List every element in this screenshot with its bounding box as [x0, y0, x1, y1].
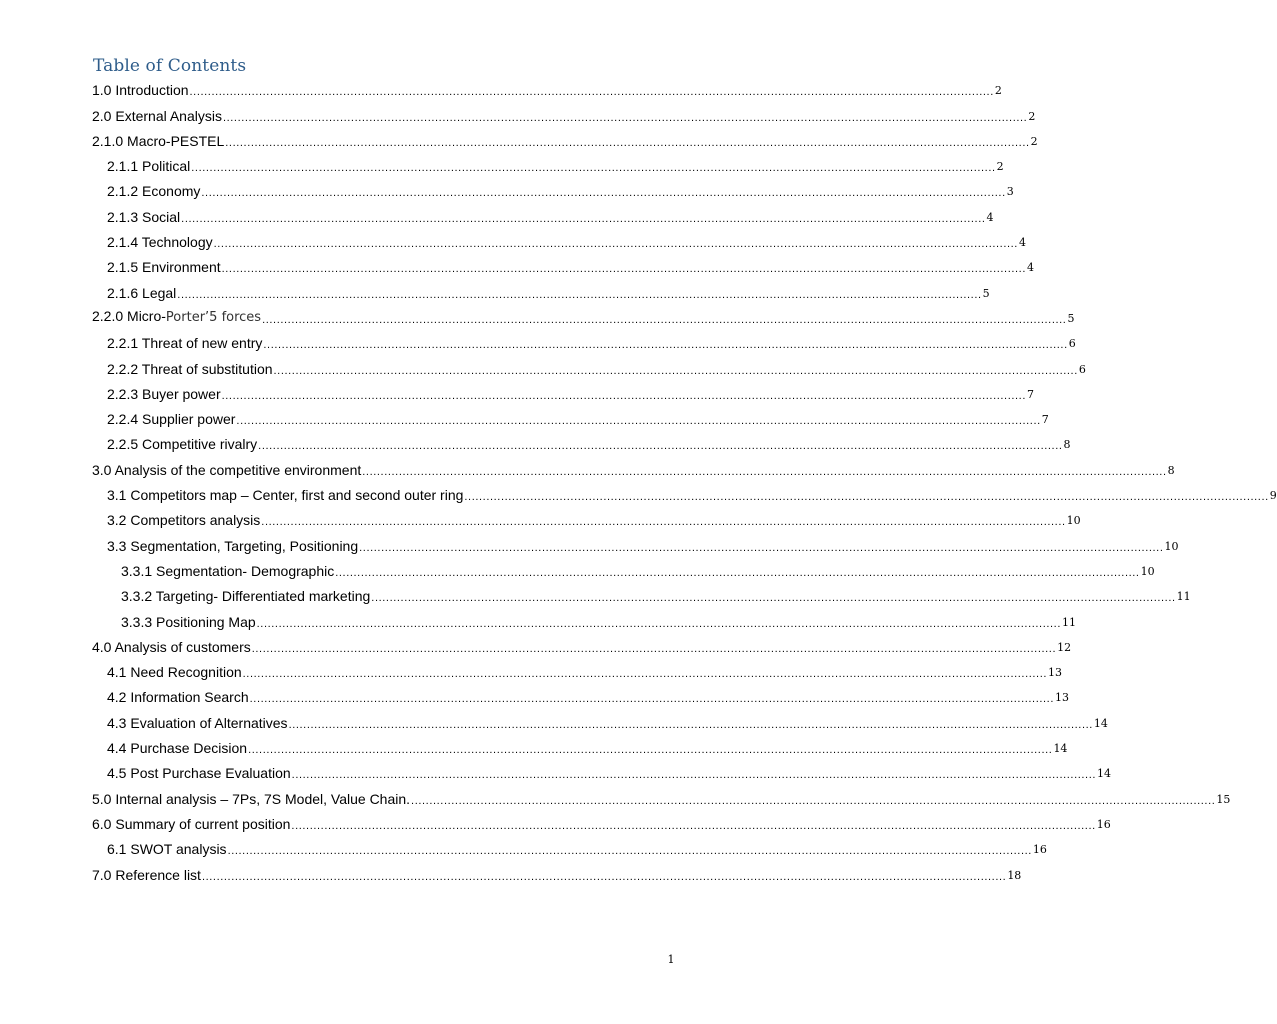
toc-entry-label-text: 5.0 Internal analysis – 7Ps, 7S Model, Value Chain. — [92, 790, 411, 807]
toc-entry-page: 11 — [1062, 615, 1076, 629]
toc-entry-label-text: 4.3 Evaluation of Alternatives — [107, 714, 288, 731]
toc-entry-page: 7 — [1026, 387, 1034, 401]
toc-entry-page: 4 — [1018, 236, 1026, 250]
dot-leader: ............................................................................................................................................................................................................................ — [261, 516, 1066, 529]
toc-entry-label-text: 2.2.4 Supplier power — [107, 411, 236, 428]
toc-entry-label-text: 3.0 Analysis of the competitive environment — [92, 461, 362, 478]
toc-entry-label — [107, 259, 221, 275]
dot-leader: ............................................................................................................................................................................................................................ — [371, 592, 1176, 605]
page-number: 1 — [667, 953, 675, 966]
toc-entry-label — [107, 841, 227, 857]
toc-entry[interactable] — [0, 407, 1049, 432]
toc-entry[interactable] — [0, 685, 1069, 710]
toc-entry-label — [107, 664, 242, 680]
toc-entry[interactable] — [0, 306, 1075, 331]
dot-leader: ............................................................................................................................................................................................................................ — [335, 566, 1140, 579]
toc-entry-label-text: 2.2.1 Threat of new entry — [107, 335, 263, 352]
dot-leader: ............................................................................................................................................................................................................................ — [201, 187, 1006, 200]
toc-entry-page: 5 — [1067, 311, 1075, 325]
toc-entry-page: 14 — [1053, 742, 1068, 756]
dot-leader: ............................................................................................................................................................................................................................ — [201, 870, 1007, 883]
toc-entry-page: 2 — [1028, 109, 1036, 123]
toc-entry[interactable] — [0, 508, 1081, 533]
toc-entry-label-text: 6.1 SWOT analysis — [107, 841, 227, 858]
toc-entry-page: 18 — [1007, 868, 1022, 882]
toc-entry-label-text: 2.1.5 Environment — [107, 259, 221, 276]
toc-entry[interactable] — [0, 837, 1047, 862]
toc-entry-label — [92, 639, 251, 655]
toc-entry-label — [121, 563, 334, 579]
toc-entry-page: 15 — [1216, 792, 1231, 806]
toc-entry-page: 7 — [1041, 413, 1049, 427]
toc-entry-page: 10 — [1066, 514, 1081, 528]
toc-entry-label-text: 2.1.4 Technology — [107, 234, 213, 251]
toc-entry[interactable] — [0, 533, 1179, 558]
dot-leader: ............................................................................................................................................................................................................................ — [256, 617, 1061, 630]
toc-entry[interactable] — [0, 356, 1086, 381]
toc-entry-label — [92, 462, 361, 478]
toc-entry-label-text: 2.1.3 Social — [107, 208, 181, 225]
dot-leader: ............................................................................................................................................................................................................................ — [258, 440, 1063, 453]
toc-entry-label — [121, 614, 256, 630]
dot-leader: ............................................................................................................................................................................................................................ — [263, 339, 1068, 352]
toc-entry-label-text: 3.2 Competitors analysis — [107, 512, 261, 529]
toc-entry-label — [92, 308, 261, 326]
toc-entry-label-text: 4.5 Post Purchase Evaluation — [107, 765, 291, 782]
dot-leader: ............................................................................................................................................................................................................................ — [222, 111, 1028, 124]
toc-entry[interactable] — [0, 255, 1034, 280]
dot-leader: ............................................................................................................................................................................................................................ — [236, 415, 1041, 428]
dot-leader: ............................................................................................................................................................................................................................ — [291, 769, 1097, 782]
toc-entry-label — [107, 209, 180, 225]
toc-entry-label-text: 2.1.0 Macro-PESTEL — [92, 132, 225, 149]
toc-entry-page: 13 — [1048, 666, 1063, 680]
toc-entry-label — [107, 411, 235, 427]
toc-entry[interactable] — [0, 710, 1108, 735]
dot-leader: ............................................................................................................................................................................................................................ — [291, 819, 1096, 832]
toc-entry[interactable] — [0, 129, 1038, 154]
toc-entry-page: 11 — [1176, 590, 1191, 604]
toc-entry-label — [107, 285, 176, 301]
toc-entry-label-text: 2.0 External Analysis — [92, 107, 222, 124]
toc-entry[interactable] — [0, 382, 1034, 407]
toc-entry[interactable] — [0, 660, 1063, 685]
toc-entry[interactable] — [0, 154, 1004, 179]
toc-entry-label — [92, 816, 290, 832]
dot-leader: ............................................................................................................................................................................................................................ — [221, 263, 1026, 276]
dot-leader: ............................................................................................................................................................................................................................ — [191, 162, 996, 175]
toc-entry-label-text: 2.2.3 Buyer power — [107, 385, 221, 402]
dot-leader: ............................................................................................................................................................................................................................ — [213, 238, 1018, 251]
toc-entry-page: 10 — [1140, 564, 1155, 578]
toc-entry-label — [107, 487, 463, 503]
toc-entry-label-suffix: Porter’5 forces — [165, 309, 262, 325]
dot-leader: ............................................................................................................................................................................................................................ — [362, 465, 1167, 478]
toc-title: Table of Contents — [93, 56, 247, 76]
dot-leader: ............................................................................................................................................................................................................................ — [189, 86, 994, 99]
toc-entry-label-text: 3.3.1 Segmentation- Demographic — [121, 562, 335, 579]
toc-entry-page: 5 — [982, 286, 990, 300]
toc-entry-page: 6 — [1068, 337, 1076, 351]
toc-entry-label-text: 2.2.2 Threat of substitution — [107, 360, 273, 377]
dot-leader: ............................................................................................................................................................................................................................ — [181, 212, 986, 225]
toc-entry-label — [92, 867, 201, 883]
toc-entry[interactable] — [0, 204, 994, 229]
toc-entry-page: 12 — [1057, 640, 1072, 654]
dot-leader: ............................................................................................................................................................................................................................ — [227, 845, 1032, 858]
toc-entry-label — [107, 183, 200, 199]
toc-entry-page: 2 — [994, 84, 1002, 98]
toc-entry[interactable] — [0, 786, 1231, 811]
toc-entry-label — [107, 689, 249, 705]
toc-entry[interactable] — [0, 280, 990, 305]
toc-entry-label — [107, 538, 358, 554]
toc-entry[interactable] — [0, 103, 1036, 128]
toc-list — [0, 78, 1277, 888]
toc-entry[interactable] — [0, 862, 1022, 887]
toc-entry-label — [92, 108, 222, 124]
dot-leader: ............................................................................................................................................................................................................................ — [221, 389, 1026, 402]
toc-entry-label-text: 4.1 Need Recognition — [107, 664, 242, 681]
toc-entry-page: 4 — [1026, 261, 1034, 275]
toc-entry[interactable] — [0, 483, 1277, 508]
toc-entry[interactable] — [0, 230, 1026, 255]
toc-entry-label-text: 2.1.6 Legal — [107, 284, 177, 301]
toc-entry[interactable] — [0, 457, 1175, 482]
toc-entry-page: 13 — [1055, 691, 1069, 705]
toc-entry-label-text: 2.2.5 Competitive rivalry — [107, 436, 258, 453]
toc-entry-page: 14 — [1093, 716, 1108, 730]
dot-leader: ............................................................................................................................................................................................................................ — [248, 744, 1053, 757]
toc-entry-page: 8 — [1167, 463, 1175, 477]
toc-entry-label-text: 3.3.3 Positioning Map — [121, 613, 256, 630]
toc-entry-label-text: 3.1 Competitors map – Center, first and second outer ring — [107, 487, 464, 504]
toc-entry-label-text: 2.1.1 Political — [107, 158, 191, 175]
toc-entry-page: 4 — [986, 210, 994, 224]
toc-entry-label — [92, 791, 410, 807]
toc-entry-label-text: 4.2 Information Search — [107, 689, 249, 706]
toc-entry-label-text: 1.0 Introduction — [92, 82, 189, 99]
toc-entry-label — [92, 133, 224, 149]
dot-leader: ............................................................................................................................................................................................................................ — [273, 364, 1078, 377]
dot-leader: ............................................................................................................................................................................................................................ — [411, 794, 1216, 807]
toc-entry-label — [107, 765, 291, 781]
toc-entry-label — [107, 740, 247, 756]
toc-entry-label-text: 4.0 Analysis of customers — [92, 638, 251, 655]
toc-entry[interactable] — [0, 736, 1068, 761]
toc-entry-label — [107, 386, 221, 402]
dot-leader: ............................................................................................................................................................................................................................ — [177, 288, 982, 301]
toc-entry-label — [121, 588, 370, 604]
toc-entry-page: 16 — [1032, 843, 1047, 857]
toc-entry-page: 8 — [1063, 438, 1071, 452]
toc-entry-label — [107, 335, 262, 351]
toc-entry-label-text: 2.1.2 Economy — [107, 183, 201, 200]
toc-entry-label — [92, 82, 189, 98]
toc-entry[interactable] — [0, 78, 1002, 103]
toc-entry-page: 14 — [1097, 767, 1112, 781]
toc-entry-label-text: 3.3 Segmentation, Targeting, Positioning — [107, 537, 359, 554]
toc-entry-label — [107, 158, 190, 174]
dot-leader: ............................................................................................................................................................................................................................ — [249, 693, 1054, 706]
toc-entry-page: 16 — [1096, 817, 1111, 831]
dot-leader: ............................................................................................................................................................................................................................ — [242, 668, 1048, 681]
toc-entry-page: 3 — [1006, 185, 1014, 199]
toc-entry-page: 10 — [1164, 539, 1179, 553]
toc-entry-label — [107, 234, 213, 250]
toc-entry-label-text: 7.0 Reference list — [92, 866, 201, 883]
dot-leader: ............................................................................................................................................................................................................................ — [225, 136, 1030, 149]
toc-entry[interactable] — [0, 761, 1112, 786]
toc-entry-label-text: 4.4 Purchase Decision — [107, 740, 248, 757]
toc-entry[interactable] — [0, 559, 1155, 584]
toc-entry-label — [107, 715, 288, 731]
toc-entry[interactable] — [0, 331, 1076, 356]
toc-entry-label — [107, 436, 257, 452]
toc-entry[interactable] — [0, 812, 1111, 837]
toc-entry[interactable] — [0, 635, 1072, 660]
toc-entry-page: 2 — [1030, 134, 1038, 148]
toc-entry-page: 6 — [1078, 362, 1086, 376]
dot-leader: ............................................................................................................................................................................................................................ — [359, 541, 1164, 554]
toc-entry-label-text: 3.3.2 Targeting- Differentiated marketing — [121, 588, 371, 605]
toc-entry-label-text: 6.0 Summary of current position — [92, 815, 291, 832]
toc-entry[interactable] — [0, 609, 1076, 634]
toc-entry-label — [107, 512, 260, 528]
toc-entry-page: 9 — [1269, 489, 1277, 503]
dot-leader: ............................................................................................................................................................................................................................ — [464, 491, 1269, 504]
toc-entry-page: 2 — [996, 160, 1004, 174]
dot-leader: ............................................................................................................................................................................................................................ — [288, 718, 1093, 731]
toc-entry-label — [107, 361, 273, 377]
toc-entry[interactable] — [0, 179, 1014, 204]
toc-entry-label-text: 2.2.0 Micro- — [92, 307, 166, 324]
toc-entry[interactable] — [0, 584, 1191, 609]
dot-leader: ............................................................................................................................................................................................................................ — [262, 313, 1067, 326]
toc-entry[interactable] — [0, 432, 1071, 457]
dot-leader: ............................................................................................................................................................................................................................ — [251, 642, 1057, 655]
